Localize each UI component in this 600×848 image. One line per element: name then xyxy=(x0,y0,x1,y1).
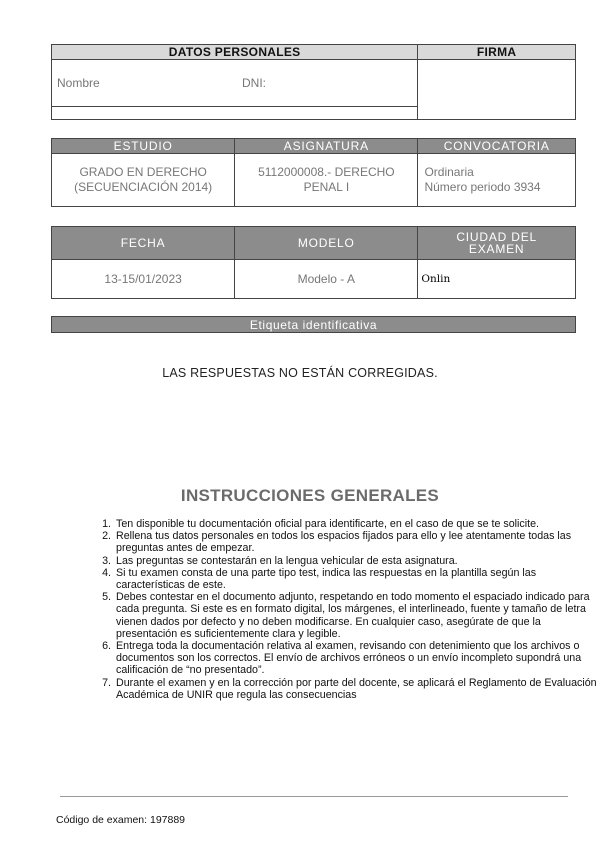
instruction-item: 1. Ten disponible tu documentación oficial para identificarte, en el caso de que se te solicite. xyxy=(114,518,600,530)
date-cell: 13-15/01/2023 xyxy=(52,260,235,299)
exam-code: Código de examen: 197889 xyxy=(56,814,186,826)
city-cell: Onlin xyxy=(418,260,576,299)
id-label-bar: Etiqueta identificativa xyxy=(52,317,576,333)
instructions-list xyxy=(90,518,600,701)
instruction-item: 2. Rellena tus datos personales en todos los espacios fijados para ello y lee atentamente todas las preguntas antes de empezar. xyxy=(114,530,600,554)
answers-notice: LAS RESPUESTAS NO ESTÁN CORREGIDAS. xyxy=(162,366,438,380)
signature-cell[interactable] xyxy=(418,60,576,120)
subject-line-1: 5112000008.- DERECHO xyxy=(258,165,395,179)
degree-cell xyxy=(52,154,235,207)
id-label-table xyxy=(51,316,576,333)
study-table xyxy=(51,138,576,207)
model-header: MODELO xyxy=(235,227,418,260)
call-line-2: Número periodo 3934 xyxy=(424,180,541,194)
instruction-item: 6. Entrega toda la documentación relativa al examen, revisando con detenimiento que los archivos o documentos son los correctos. El envío de archivos erróneos o un envío incompleto supondrá una calificación de “no presentado”. xyxy=(114,640,600,677)
name-label: Nombre xyxy=(57,76,100,90)
instructions-title: INSTRUCCIONES GENERALES xyxy=(180,486,440,505)
subject-header: ASIGNATURA xyxy=(235,139,418,154)
call-line-1: Ordinaria xyxy=(424,165,474,179)
instruction-item: 5. Debes contestar en el documento adjunto, respetando en todo momento el espaciado indicado para cada pregunta. Si este es en formato digital, los márgenes, el interlineado, fuente y tamaño de letra vienen dados por defecto y no deben modificarse. En cualquier caso, asegúrate de que la presentación es suficientemente clara y legible. xyxy=(114,591,600,640)
city-header-text: CIUDAD DEL EXAMEN xyxy=(456,230,538,256)
name-dni-cell[interactable] xyxy=(52,60,418,107)
footer-divider xyxy=(60,796,568,797)
personal-data-header: DATOS PERSONALES xyxy=(52,45,418,60)
call-cell xyxy=(418,154,576,207)
study-header: ESTUDIO xyxy=(52,139,235,154)
date-header: FECHA xyxy=(52,227,235,260)
instruction-item: 4. Si tu examen consta de una parte tipo test, indica las respuestas en la plantilla según las características de este. xyxy=(114,567,600,591)
city-header xyxy=(418,227,576,260)
extra-personal-cell[interactable] xyxy=(52,107,418,120)
personal-data-table xyxy=(51,44,576,120)
exam-table xyxy=(51,226,576,299)
signature-header: FIRMA xyxy=(418,45,576,60)
instruction-item: 7. Durante el examen y en la corrección por parte del docente, se aplicará el Reglamento de Evaluación Académica de UNIR que regula las consecuencias xyxy=(114,677,600,701)
subject-line-2: PENAL I xyxy=(303,180,350,194)
dni-label: DNI: xyxy=(242,76,266,90)
subject-cell xyxy=(235,154,418,207)
call-header: CONVOCATORIA xyxy=(418,139,576,154)
degree-line-2: (SECUENCIACIÓN 2014) xyxy=(74,180,213,194)
instruction-item: 3. Las preguntas se contestarán en la lengua vehicular de esta asignatura. xyxy=(114,555,600,567)
model-cell: Modelo - A xyxy=(235,260,418,299)
degree-line-1: GRADO EN DERECHO xyxy=(79,165,207,179)
